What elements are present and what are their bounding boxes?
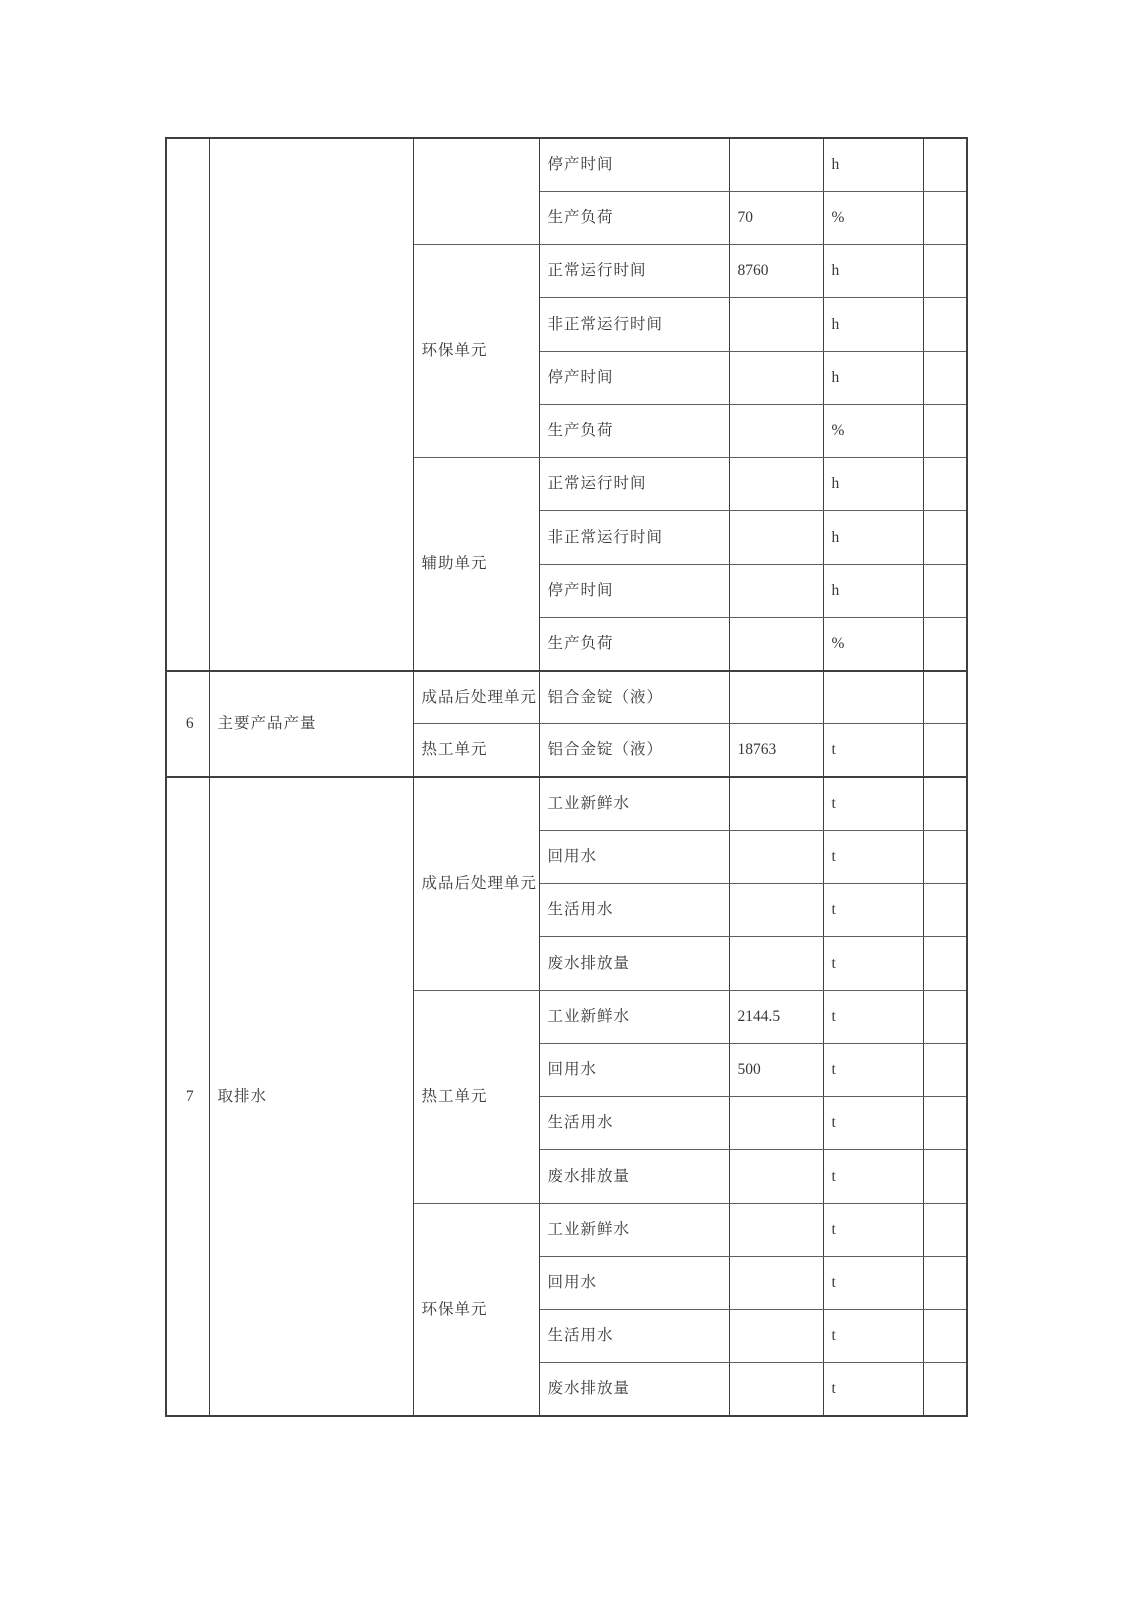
value-cell xyxy=(729,1310,823,1363)
remark-cell xyxy=(923,404,967,457)
remark-cell xyxy=(923,245,967,298)
unit-cell: t xyxy=(823,777,923,830)
value-cell xyxy=(729,830,823,883)
value-cell xyxy=(729,1097,823,1150)
item-cell: 废水排放量 xyxy=(539,1363,729,1416)
unit-cell: h xyxy=(823,458,923,511)
unit-cell: h xyxy=(823,298,923,351)
section-no-cell: 7 xyxy=(166,777,209,1416)
unit-cell: t xyxy=(823,990,923,1043)
unit-cell: t xyxy=(823,937,923,990)
item-cell: 废水排放量 xyxy=(539,1150,729,1203)
remark-cell xyxy=(923,884,967,937)
unit-group-cell: 热工单元 xyxy=(413,990,539,1203)
remark-cell xyxy=(923,617,967,670)
section-no-cell: 6 xyxy=(166,671,209,778)
value-cell: 500 xyxy=(729,1043,823,1096)
value-cell xyxy=(729,1150,823,1203)
item-cell: 生活用水 xyxy=(539,1310,729,1363)
remark-cell xyxy=(923,777,967,830)
item-cell: 生活用水 xyxy=(539,884,729,937)
unit-cell: t xyxy=(823,1150,923,1203)
value-cell xyxy=(729,298,823,351)
unit-cell: t xyxy=(823,1310,923,1363)
unit-cell: t xyxy=(823,1363,923,1416)
value-cell xyxy=(729,1256,823,1309)
remark-cell xyxy=(923,1043,967,1096)
item-cell: 生产负荷 xyxy=(539,191,729,244)
remark-cell xyxy=(923,351,967,404)
value-cell: 8760 xyxy=(729,245,823,298)
item-cell: 停产时间 xyxy=(539,351,729,404)
remark-cell xyxy=(923,1310,967,1363)
unit-cell: t xyxy=(823,1256,923,1309)
value-cell xyxy=(729,617,823,670)
table-row xyxy=(166,138,967,191)
item-cell: 非正常运行时间 xyxy=(539,511,729,564)
item-cell: 回用水 xyxy=(539,830,729,883)
unit-cell: % xyxy=(823,404,923,457)
item-cell: 回用水 xyxy=(539,1256,729,1309)
remark-cell xyxy=(923,671,967,724)
value-cell xyxy=(729,1363,823,1416)
item-cell: 铝合金锭（液） xyxy=(539,671,729,724)
item-cell: 工业新鲜水 xyxy=(539,990,729,1043)
value-cell xyxy=(729,884,823,937)
value-cell xyxy=(729,1203,823,1256)
category-cell: 主要产品产量 xyxy=(209,671,413,778)
remark-cell xyxy=(923,1097,967,1150)
value-cell: 2144.5 xyxy=(729,990,823,1043)
value-cell xyxy=(729,937,823,990)
unit-group-cell: 环保单元 xyxy=(413,1203,539,1416)
production-data-table xyxy=(165,137,968,1417)
value-cell xyxy=(729,564,823,617)
item-cell: 正常运行时间 xyxy=(539,458,729,511)
unit-cell: h xyxy=(823,351,923,404)
unit-cell: t xyxy=(823,1097,923,1150)
unit-cell: t xyxy=(823,830,923,883)
value-cell xyxy=(729,404,823,457)
remark-cell xyxy=(923,1150,967,1203)
item-cell: 生活用水 xyxy=(539,1097,729,1150)
item-cell: 工业新鲜水 xyxy=(539,777,729,830)
table-row xyxy=(166,777,967,830)
value-cell xyxy=(729,511,823,564)
unit-cell xyxy=(823,671,923,724)
category-cell: 取排水 xyxy=(209,777,413,1416)
value-cell xyxy=(729,138,823,191)
unit-group-cell: 成品后处理单元 xyxy=(413,777,539,990)
unit-group-cell: 辅助单元 xyxy=(413,458,539,671)
item-cell: 废水排放量 xyxy=(539,937,729,990)
value-cell xyxy=(729,671,823,724)
category-cell xyxy=(209,138,413,671)
unit-cell: % xyxy=(823,617,923,670)
value-cell xyxy=(729,777,823,830)
remark-cell xyxy=(923,298,967,351)
item-cell: 正常运行时间 xyxy=(539,245,729,298)
unit-group-cell xyxy=(413,138,539,245)
remark-cell xyxy=(923,830,967,883)
item-cell: 非正常运行时间 xyxy=(539,298,729,351)
value-cell: 70 xyxy=(729,191,823,244)
unit-cell: t xyxy=(823,1203,923,1256)
remark-cell xyxy=(923,724,967,777)
value-cell xyxy=(729,458,823,511)
item-cell: 停产时间 xyxy=(539,138,729,191)
remark-cell xyxy=(923,1363,967,1416)
remark-cell xyxy=(923,937,967,990)
item-cell: 生产负荷 xyxy=(539,617,729,670)
remark-cell xyxy=(923,1256,967,1309)
unit-cell: t xyxy=(823,884,923,937)
unit-cell: t xyxy=(823,724,923,777)
value-cell xyxy=(729,351,823,404)
item-cell: 停产时间 xyxy=(539,564,729,617)
remark-cell xyxy=(923,191,967,244)
remark-cell xyxy=(923,1203,967,1256)
remark-cell xyxy=(923,990,967,1043)
remark-cell xyxy=(923,564,967,617)
unit-cell: h xyxy=(823,138,923,191)
unit-cell: h xyxy=(823,564,923,617)
remark-cell xyxy=(923,138,967,191)
section-no-cell xyxy=(166,138,209,671)
item-cell: 铝合金锭（液） xyxy=(539,724,729,777)
unit-cell: % xyxy=(823,191,923,244)
remark-cell xyxy=(923,511,967,564)
table-row xyxy=(166,671,967,724)
unit-group-cell: 热工单元 xyxy=(413,724,539,777)
unit-cell: h xyxy=(823,245,923,298)
unit-cell: t xyxy=(823,1043,923,1096)
value-cell: 18763 xyxy=(729,724,823,777)
item-cell: 工业新鲜水 xyxy=(539,1203,729,1256)
item-cell: 回用水 xyxy=(539,1043,729,1096)
remark-cell xyxy=(923,458,967,511)
item-cell: 生产负荷 xyxy=(539,404,729,457)
unit-group-cell: 成品后处理单元 xyxy=(413,671,539,724)
unit-cell: h xyxy=(823,511,923,564)
unit-group-cell: 环保单元 xyxy=(413,245,539,458)
